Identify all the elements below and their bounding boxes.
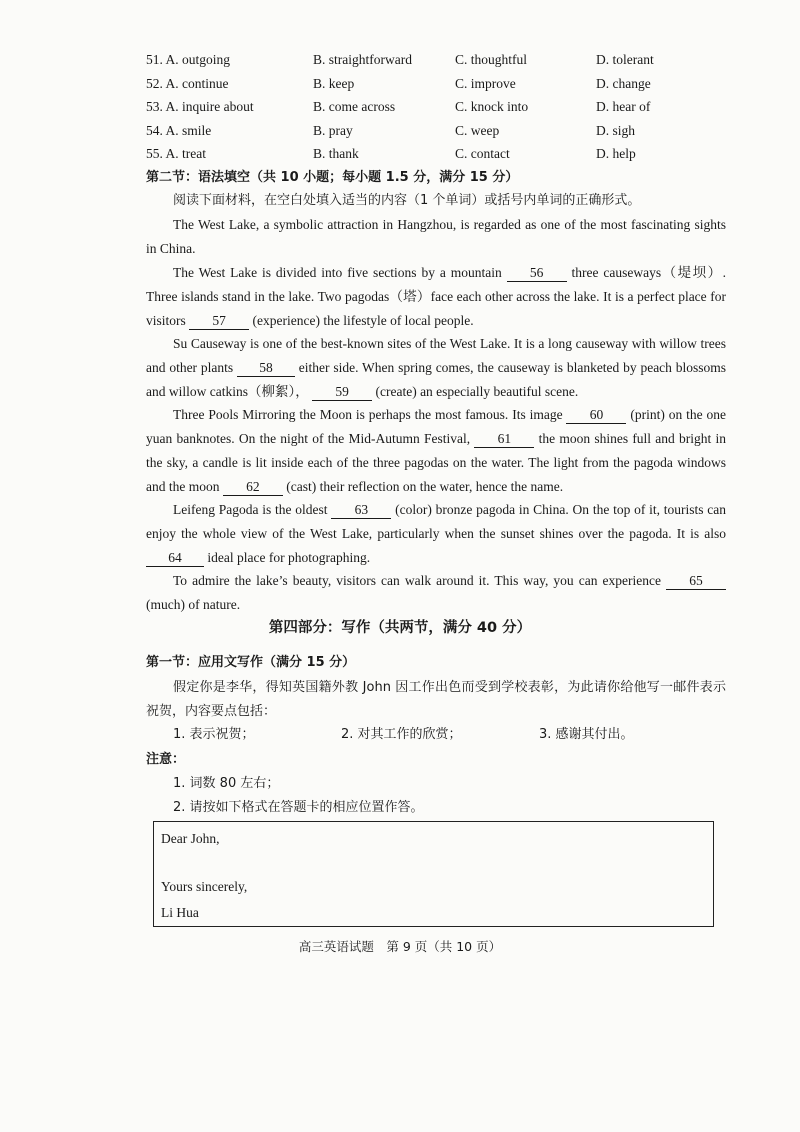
- option-b: B. straightforward: [313, 52, 412, 67]
- letter-greeting: Dear John,: [161, 831, 220, 846]
- option-a: A. treat: [165, 146, 206, 161]
- blank-63[interactable]: 63: [331, 501, 391, 519]
- option-number: 54.: [146, 122, 163, 138]
- option-row-53: [146, 95, 746, 119]
- passage-paragraph-2: The West Lake is divided into five sections by a mountain 56 three causeways（堤坝）. Three islands stand in the lake. Two pagodas（塔）face each other across the lake. It is a perfect place for visitors 57 (experience) the lifestyle of local people.: [146, 265, 726, 328]
- task-point-3: 3. 感谢其付出。: [539, 727, 634, 742]
- task-point-1: 1. 表示祝贺；: [173, 727, 255, 742]
- task-point-2: 2. 对其工作的欣赏；: [341, 727, 462, 742]
- passage-paragraph-1: The West Lake, a symbolic attraction in Hangzhou, is regarded as one of the most fascinating sights in China.: [146, 217, 726, 256]
- blank-56[interactable]: 56: [507, 264, 567, 282]
- note-1: 1. 词数 80 左右；: [173, 776, 280, 791]
- option-b: B. pray: [313, 122, 353, 138]
- blank-58[interactable]: 58: [237, 359, 295, 377]
- blank-65[interactable]: 65: [666, 572, 726, 590]
- letter-closing: Yours sincerely,: [161, 879, 248, 894]
- section2-heading: 第二节：语法填空（共 10 小题；每小题 1.5 分，满分 15 分）: [146, 170, 519, 185]
- blank-62[interactable]: 62: [223, 478, 283, 496]
- option-number: 55.: [146, 146, 163, 161]
- option-number: 51.: [146, 52, 163, 67]
- option-number: 52.: [146, 75, 163, 91]
- option-c: C. thoughtful: [455, 52, 528, 67]
- blank-59[interactable]: 59: [312, 383, 372, 401]
- option-b: B. come across: [313, 99, 396, 114]
- option-row-54: [146, 119, 746, 143]
- letter-signature: Li Hua: [161, 905, 199, 920]
- notice-label: 注意：: [146, 752, 186, 767]
- note-2: 2. 请按如下格式在答题卡的相应位置作答。: [173, 800, 424, 815]
- letter-format-box: [153, 821, 714, 927]
- option-row-52: [146, 72, 746, 96]
- option-b: B. thank: [313, 146, 359, 161]
- passage-paragraph-4: Three Pools Mirroring the Moon is perhaps the most famous. Its image 60 (print) on the one yuan banknotes. On the night of the Mid-Autumn Festival, 61 the moon shines full and bright in the sky, a candle is lit inside each of the three pagodas on the water. The light from the pagoda windows and the moon 62 (cast) their reflection on the water, hence the name.: [146, 407, 727, 494]
- blank-60[interactable]: 60: [566, 406, 626, 424]
- section2-instruction: 阅读下面材料，在空白处填入适当的内容（1 个单词）或括号内单词的正确形式。: [173, 193, 641, 208]
- passage-paragraph-3: Su Causeway is one of the best-known sites of the West Lake. It is a long causeway with willow trees and other plants 58 either side. When spring comes, the causeway is blanketed by peach blossoms and willow catkins（柳絮）， 59 (create) an especially beautiful scene.: [146, 336, 727, 399]
- passage-paragraph-5: Leifeng Pagoda is the oldest 63 (color) bronze pagoda in China. On the top of it, tourists can enjoy the whole view of the West Lake, particularly when the sunset shines over the pagoda. It is also 64 ideal place for photographing.: [146, 502, 727, 565]
- blank-61[interactable]: 61: [474, 430, 534, 448]
- passage-paragraph-6: To admire the lake’s beauty, visitors can walk around it. This way, you can experience 65 (much) of nature.: [146, 569, 726, 617]
- option-a: A. smile: [165, 122, 212, 138]
- option-number: 53.: [146, 99, 163, 114]
- option-c: C. weep: [455, 122, 500, 138]
- option-b: B. keep: [313, 75, 355, 91]
- option-d: D. change: [596, 75, 651, 91]
- option-a: A. inquire about: [165, 99, 254, 114]
- option-a: A. continue: [165, 75, 229, 91]
- option-c: C. contact: [455, 146, 510, 161]
- blank-57[interactable]: 57: [189, 312, 249, 330]
- option-d: D. tolerant: [596, 52, 654, 67]
- option-d: D. hear of: [596, 99, 651, 114]
- options-list: [146, 48, 746, 166]
- page-footer: 高三英语试题 第 9 页（共 10 页）: [298, 939, 502, 954]
- option-d: D. sigh: [596, 122, 636, 138]
- option-a: A. outgoing: [165, 52, 231, 67]
- option-row-51: [146, 48, 746, 72]
- option-c: C. improve: [455, 75, 516, 91]
- writing-task: 假定你是李华，得知英国籍外教 John 因工作出色而受到学校表彰，为此请你给他写一邮件表示祝贺，内容要点包括：: [146, 680, 726, 719]
- part4-title: 第四部分：写作（共两节，满分 40 分）: [268, 620, 532, 636]
- part4-section1-heading: 第一节：应用文写作（满分 15 分）: [146, 655, 356, 670]
- task-points: [173, 723, 733, 747]
- option-row-55: [146, 142, 746, 166]
- blank-64[interactable]: 64: [146, 549, 204, 567]
- option-c: C. knock into: [455, 99, 529, 114]
- option-d: D. help: [596, 146, 636, 161]
